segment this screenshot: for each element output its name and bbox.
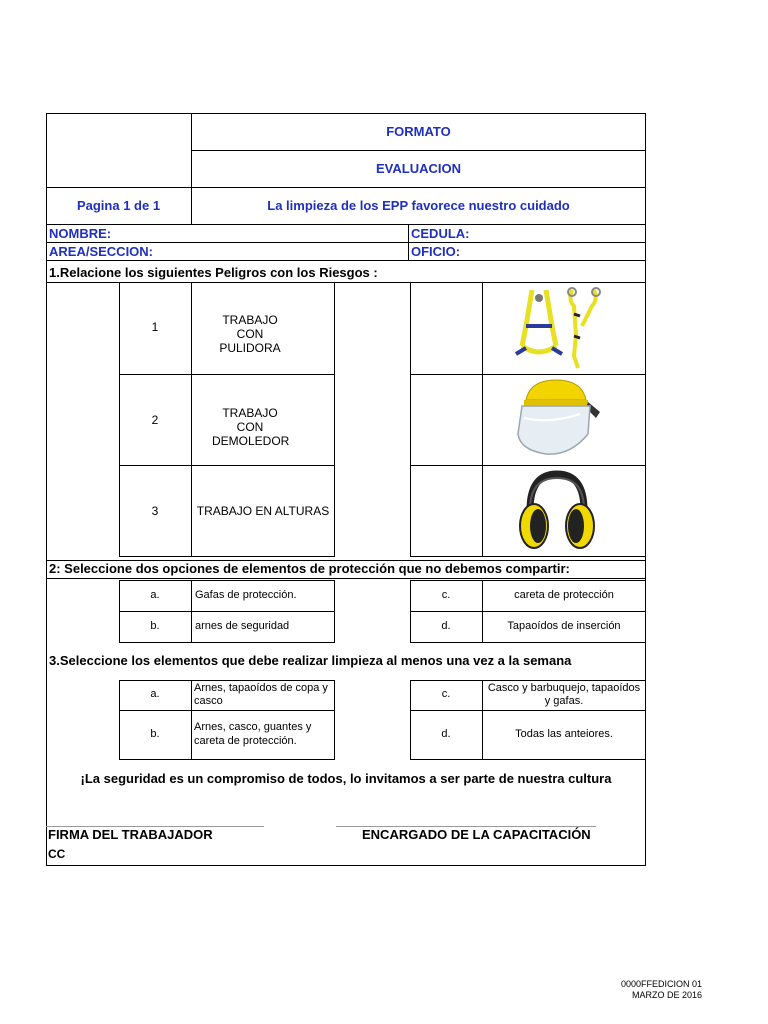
q2-option-b-letter: b. — [150, 620, 160, 632]
q2-left-row — [119, 611, 335, 612]
q1-num-2: 2 — [151, 413, 159, 427]
q2-option-a[interactable]: Gafas de protección. — [195, 589, 297, 601]
earmuffs-icon — [512, 470, 602, 554]
field-divider — [408, 224, 409, 260]
q3-left-row — [119, 710, 335, 711]
evaluacion-title: EVALUACION — [376, 161, 461, 176]
face-shield-icon — [510, 378, 604, 462]
q3-option-c[interactable]: Casco y barbuquejo, tapaoídos y gafas. — [487, 682, 641, 707]
q1-num-3: 3 — [151, 504, 159, 518]
q1-right-row-1 — [410, 374, 646, 375]
worker-signature-label[interactable]: FIRMA DEL TRABAJADOR — [48, 827, 213, 842]
q3-option-b[interactable]: Arnes, casco, guantes y careta de protección. — [194, 721, 312, 747]
q3-left-col — [191, 680, 192, 760]
trainer-signature-label[interactable]: ENCARGADO DE LA CAPACITACIÓN — [362, 827, 591, 842]
q1-num-1: 1 — [151, 320, 159, 334]
header-line-2 — [46, 187, 646, 188]
cedula-field[interactable]: CEDULA: — [411, 226, 470, 241]
q2-title: 2: Seleccione dos opciones de elementos de protección que no debemos compartir: — [49, 561, 570, 576]
q3-option-a-letter: a. — [150, 688, 160, 700]
area-field[interactable]: AREA/SECCION: — [49, 244, 154, 259]
q1-right-row-2 — [410, 465, 646, 466]
q3-right-col — [482, 680, 483, 760]
q2-right-row — [410, 611, 646, 612]
q2-option-d[interactable]: Tapaoídos de inserción — [507, 620, 621, 632]
footer-code: 0000FFEDICION 01 — [620, 979, 702, 989]
header-line-1 — [191, 150, 646, 151]
q3-option-c-letter: c. — [441, 688, 451, 700]
q2-option-a-letter: a. — [150, 589, 160, 601]
q2-option-c-letter: c. — [441, 589, 451, 601]
q1-title: 1.Relacione los siguientes Peligros con los Riesgos : — [49, 265, 378, 280]
cc-label: CC — [48, 847, 66, 861]
oficio-field[interactable]: OFICIO: — [411, 244, 461, 259]
nombre-field[interactable]: NOMBRE: — [49, 226, 112, 241]
field-line-2 — [46, 260, 646, 261]
page-number: Pagina 1 de 1 — [76, 198, 161, 213]
q3-right-row — [410, 710, 646, 711]
q3-title: 3.Seleccione los elementos que debe realizar limpieza al menos una vez a la semana — [49, 653, 572, 668]
header-slogan: La limpieza de los EPP favorece nuestro cuidado — [267, 198, 570, 213]
q1-left-row-1 — [119, 374, 335, 375]
field-line-1 — [46, 242, 646, 243]
q1-peligro-2: TRABAJO CON DEMOLEDOR — [212, 406, 290, 448]
footer-date: MARZO DE 2016 — [631, 990, 702, 1000]
q2-option-d-letter: d. — [441, 620, 451, 632]
q2-option-c[interactable]: careta de protección — [514, 589, 614, 601]
q3-option-d-letter: d. — [441, 728, 451, 740]
q3-option-b-letter: b. — [150, 728, 160, 740]
closing-slogan: ¡La seguridad es un compromiso de todos, lo invitamos a ser parte de nuestra cultura — [80, 771, 612, 786]
q1-right-col — [482, 282, 483, 557]
q2-option-b[interactable]: arnes de seguridad — [195, 620, 290, 632]
safety-harness-icon — [512, 286, 606, 372]
formato-title: FORMATO — [386, 124, 451, 139]
q2-line — [46, 578, 646, 579]
q1-left-row-2 — [119, 465, 335, 466]
q3-option-a[interactable]: Arnes, tapaoídos de copa y casco — [194, 682, 328, 707]
q3-option-d[interactable]: Todas las anteiores. — [515, 728, 613, 740]
header-line-3 — [46, 224, 646, 225]
q1-peligro-1: TRABAJO CON PULIDORA — [219, 313, 281, 355]
q1-peligro-3: TRABAJO EN ALTURAS — [196, 504, 330, 518]
